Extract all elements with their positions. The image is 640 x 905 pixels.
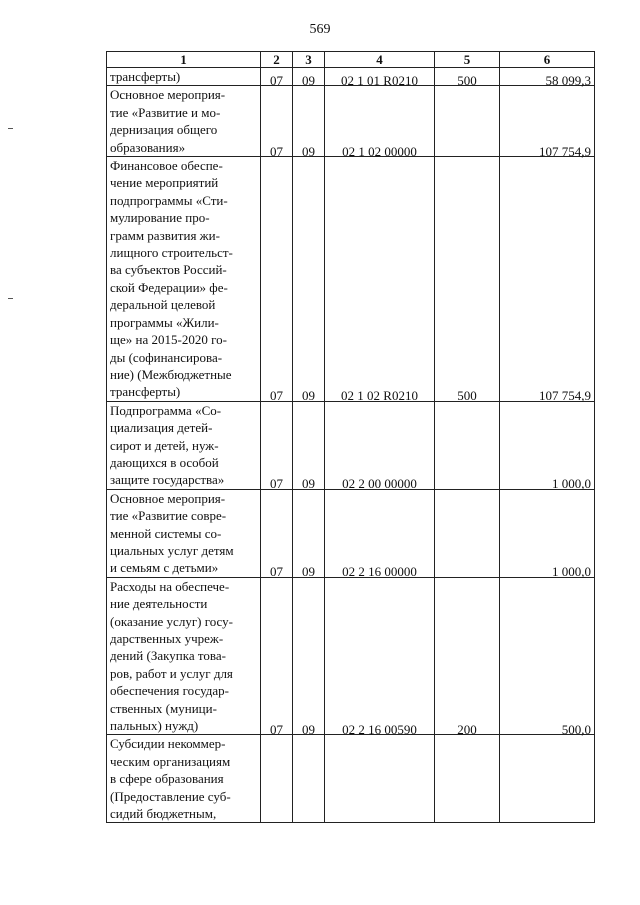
row-amount-cell	[500, 157, 595, 402]
row-subsection-cell	[293, 68, 325, 86]
table-row	[107, 735, 595, 823]
row-name-cell: Субсидии некоммер- ческим организациям в сфере образования (Предоставление суб- сидий бюджетным,	[107, 735, 261, 823]
row-amount-cell	[500, 68, 595, 86]
column-header-2: 2	[261, 52, 293, 68]
row-section-cell-text: 07	[270, 564, 283, 580]
table-header-row	[107, 52, 595, 68]
row-target-article-cell	[325, 68, 435, 86]
row-section-cell	[261, 735, 293, 823]
row-target-article-cell	[325, 86, 435, 157]
column-header-5: 5	[435, 52, 500, 68]
row-target-article-cell	[325, 157, 435, 402]
row-expense-type-cell	[435, 68, 500, 86]
row-subsection-cell-text: 09	[302, 143, 315, 159]
budget-table	[106, 51, 595, 823]
row-amount-cell	[500, 86, 595, 157]
row-target-article-cell-text: 02 1 01 R0210	[341, 73, 418, 88]
row-name-cell: трансферты)	[107, 68, 261, 86]
row-subsection-cell-text: 09	[302, 388, 315, 404]
table-row	[107, 86, 595, 157]
row-target-article-cell	[325, 489, 435, 580]
row-section-cell-text: 07	[270, 722, 283, 738]
row-subsection-cell-text: 09	[302, 564, 315, 580]
row-target-article-cell	[325, 401, 435, 492]
margin-mark	[8, 128, 13, 129]
row-amount-cell	[500, 489, 595, 580]
row-expense-type-cell	[435, 489, 500, 577]
row-target-article-cell-text: 02 2 00 00000	[342, 476, 417, 492]
row-section-cell-text: 07	[270, 73, 283, 88]
row-expense-type-cell	[435, 401, 500, 489]
row-section-cell	[261, 489, 293, 580]
row-subsection-cell	[293, 577, 325, 738]
row-subsection-cell	[293, 735, 325, 823]
row-subsection-cell-text: 09	[302, 476, 315, 492]
row-name-cell: Подпрограмма «Со- циализация детей- сирот и детей, нуж- дающихся в особой защите государства»	[107, 401, 261, 489]
column-header-6: 6	[500, 52, 595, 68]
row-subsection-cell-text: 09	[302, 722, 315, 738]
row-target-article-cell	[325, 577, 435, 738]
row-subsection-cell	[293, 86, 325, 157]
table-row	[107, 577, 595, 735]
row-amount-cell	[500, 577, 595, 738]
table-row	[107, 68, 595, 86]
row-section-cell-text: 07	[270, 476, 283, 492]
page-number: 569	[309, 22, 331, 37]
row-section-cell	[261, 157, 293, 402]
row-expense-type-cell	[435, 577, 500, 738]
row-target-article-cell-text: 02 1 02 00000	[342, 143, 417, 159]
row-amount-cell	[500, 735, 595, 823]
row-amount-cell-text: 107 754,9	[539, 388, 591, 404]
row-name-cell: Финансовое обеспе- чение мероприятий подпрограммы «Сти- мулирование про- грамм развития жи- лищного строительст- ва субъектов Россий- ской Федерации» фе- деральной целевой программы «Жили- ще» на 2015-2020 го- ды (софинансирова- ние) (Межбюджетные трансферты)	[107, 157, 261, 402]
table-row	[107, 157, 595, 402]
row-expense-type-cell-text: 200	[457, 722, 477, 738]
row-expense-type-cell-text: 500	[457, 73, 477, 88]
row-section-cell-text: 07	[270, 388, 283, 404]
row-expense-type-cell	[435, 735, 500, 823]
row-target-article-cell	[325, 735, 435, 823]
row-section-cell	[261, 577, 293, 738]
row-subsection-cell-text: 09	[302, 73, 315, 88]
row-name-cell: Расходы на обеспече- ние деятельности (оказание услуг) госу- дарственных учреж- дений (Закупка това- ров, работ и услуг для обеспечения государ- ственных (муници- пальных) нужд)	[107, 577, 261, 735]
row-name-cell: Основное мероприя- тие «Развитие совре- менной системы со- циальных услуг детям и семьям с детьми»	[107, 489, 261, 577]
column-header-3: 3	[293, 52, 325, 68]
row-section-cell-text: 07	[270, 143, 283, 159]
row-target-article-cell-text: 02 2 16 00000	[342, 564, 417, 580]
row-amount-cell-text: 1 000,0	[552, 564, 591, 580]
row-subsection-cell	[293, 489, 325, 580]
margin-mark	[8, 298, 13, 299]
row-section-cell	[261, 86, 293, 157]
row-target-article-cell-text: 02 1 02 R0210	[341, 388, 418, 404]
row-amount-cell-text: 1 000,0	[552, 476, 591, 492]
row-section-cell	[261, 401, 293, 492]
row-name-cell: Основное мероприя- тие «Развитие и мо- дернизация общего образования»	[107, 86, 261, 157]
row-amount-cell-text: 107 754,9	[539, 143, 591, 159]
table-row	[107, 401, 595, 489]
row-amount-cell	[500, 401, 595, 492]
row-subsection-cell	[293, 157, 325, 402]
column-header-1: 1	[107, 52, 261, 68]
row-section-cell	[261, 68, 293, 86]
row-subsection-cell	[293, 401, 325, 492]
row-expense-type-cell	[435, 86, 500, 157]
table-row	[107, 489, 595, 577]
row-expense-type-cell	[435, 157, 500, 402]
column-header-4: 4	[325, 52, 435, 68]
row-expense-type-cell-text: 500	[457, 388, 477, 404]
row-amount-cell-text: 58 099,3	[545, 73, 591, 88]
row-amount-cell-text: 500,0	[561, 722, 591, 738]
row-target-article-cell-text: 02 2 16 00590	[342, 722, 417, 738]
